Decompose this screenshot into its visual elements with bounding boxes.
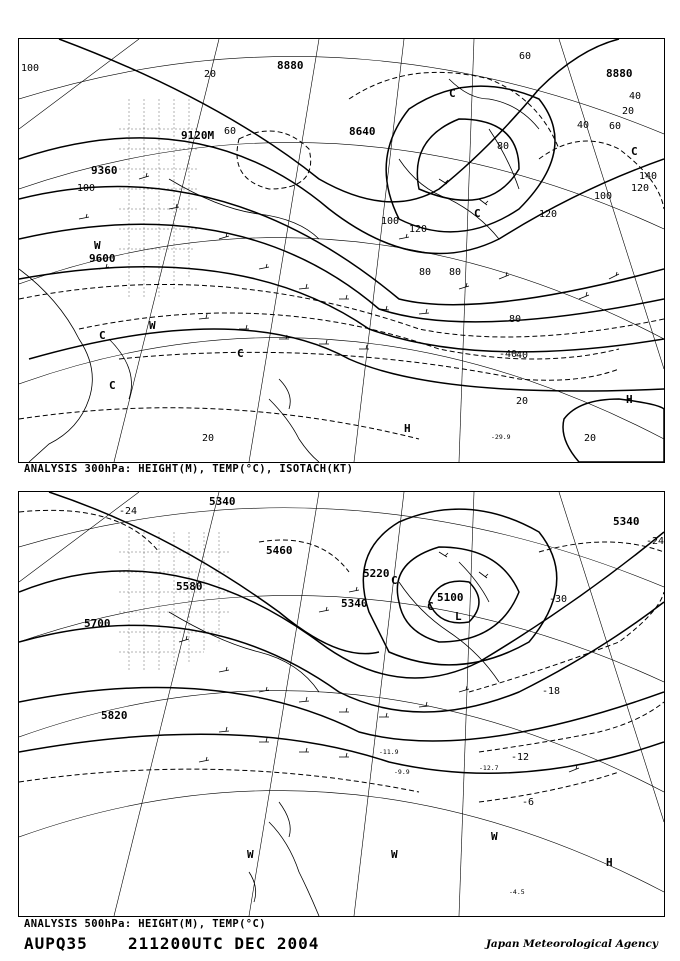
temp-label: -12 xyxy=(511,752,530,763)
temp-label: -40 xyxy=(499,349,518,360)
caption-300hpa: ANALYSIS 300hPa: HEIGHT(M), TEMP(°C), ISOTACH(KT) xyxy=(24,463,354,475)
valid-time: 211200UTC DEC 2004 xyxy=(128,934,320,953)
warm-center-symbol: W xyxy=(491,830,498,843)
caption-500hpa: ANALYSIS 500hPa: HEIGHT(M), TEMP(°C) xyxy=(24,918,266,930)
isotach-label: 60 xyxy=(224,126,237,137)
height-label: 9600 xyxy=(89,252,116,265)
cold-center-symbol: C xyxy=(427,600,434,613)
isotach-label: 60 xyxy=(609,121,622,132)
height-label: 5460 xyxy=(266,544,293,557)
isotach-label: 80 xyxy=(497,141,510,152)
height-label: 5580 xyxy=(176,580,203,593)
agency-name: Japan Meteorological Agency xyxy=(485,938,658,950)
map-300hpa xyxy=(18,38,665,463)
height-label: 5340 xyxy=(209,495,236,508)
isotach-label: 80 xyxy=(449,267,462,278)
temp-label: -4.5 xyxy=(509,888,525,896)
cold-air-hatching xyxy=(119,532,229,672)
height-label: 5820 xyxy=(101,709,128,722)
isotach-label: 40 xyxy=(629,91,642,102)
temp-label: -24 xyxy=(119,506,138,517)
temp-label: -30 xyxy=(549,594,568,605)
temp-label: -12.7 xyxy=(479,764,499,772)
isotach-label: 120 xyxy=(539,209,558,220)
map-300hpa-canvas xyxy=(19,39,664,462)
map-500hpa xyxy=(18,491,665,917)
height-label: 5340 xyxy=(613,515,640,528)
anticyclone-contour xyxy=(563,399,664,462)
height-label: 5220 xyxy=(363,567,390,580)
isotach-label: 120 xyxy=(409,224,428,235)
isotach-label: 20 xyxy=(516,396,529,407)
height-label: 5340 xyxy=(341,597,368,610)
isotach-label: 20 xyxy=(622,106,635,117)
map-500hpa-canvas xyxy=(19,492,664,916)
height-label: 9360 xyxy=(91,164,118,177)
cold-center-symbol: C xyxy=(109,379,116,392)
temp-label: -9.9 xyxy=(394,768,410,776)
cold-center-symbol: C xyxy=(237,347,244,360)
isotach-label: 80 xyxy=(419,267,432,278)
low-symbol: L xyxy=(455,610,462,623)
cold-center-symbol: C xyxy=(474,207,481,220)
isotach-label: 100 xyxy=(594,191,613,202)
cold-center-symbol: C xyxy=(631,145,638,158)
product-id: AUPQ35 xyxy=(24,934,88,953)
height-contours xyxy=(19,492,664,773)
height-label: 5100 xyxy=(437,591,464,604)
height-contours xyxy=(19,39,664,391)
high-symbol: H xyxy=(606,856,613,869)
isotach-label: 120 xyxy=(631,183,650,194)
coastline xyxy=(169,562,499,916)
graticule xyxy=(19,492,664,916)
isotach-label: 20 xyxy=(204,69,217,80)
warm-center-symbol: W xyxy=(391,848,398,861)
height-label: 8880 xyxy=(606,67,633,80)
temp-label: -11.9 xyxy=(379,748,399,756)
isotach-label: 20 xyxy=(584,433,597,444)
height-label: 9120M xyxy=(181,129,215,142)
temp-label: -29.9 xyxy=(491,433,511,441)
isotach-label: 100 xyxy=(381,216,400,227)
isotach-label: 60 xyxy=(519,51,532,62)
graticule xyxy=(19,39,664,462)
high-symbol: H xyxy=(404,422,411,435)
isotach-label: 140 xyxy=(639,171,658,182)
high-symbol: H xyxy=(626,393,633,406)
isotach-label: 40 xyxy=(516,350,529,361)
isotach-label: 20 xyxy=(202,433,215,444)
isotach-label: 100 xyxy=(21,63,40,74)
warm-center-symbol: W xyxy=(149,319,156,332)
isotach-label: 80 xyxy=(509,314,522,325)
warm-center-symbol: W xyxy=(94,239,101,252)
cold-center-symbol: C xyxy=(391,574,398,587)
temp-label: -6 xyxy=(522,797,535,808)
height-label: 8880 xyxy=(277,59,304,72)
isotach-label: 40 xyxy=(577,120,590,131)
isotach-label: 100 xyxy=(77,183,96,194)
warm-center-symbol: W xyxy=(247,848,254,861)
height-label: 8640 xyxy=(349,125,376,138)
height-label: 5700 xyxy=(84,617,111,630)
cold-center-symbol: C xyxy=(99,329,106,342)
cold-center-symbol: C xyxy=(449,87,456,100)
temp-label: -24 xyxy=(646,536,664,547)
temp-label: -18 xyxy=(542,686,561,697)
